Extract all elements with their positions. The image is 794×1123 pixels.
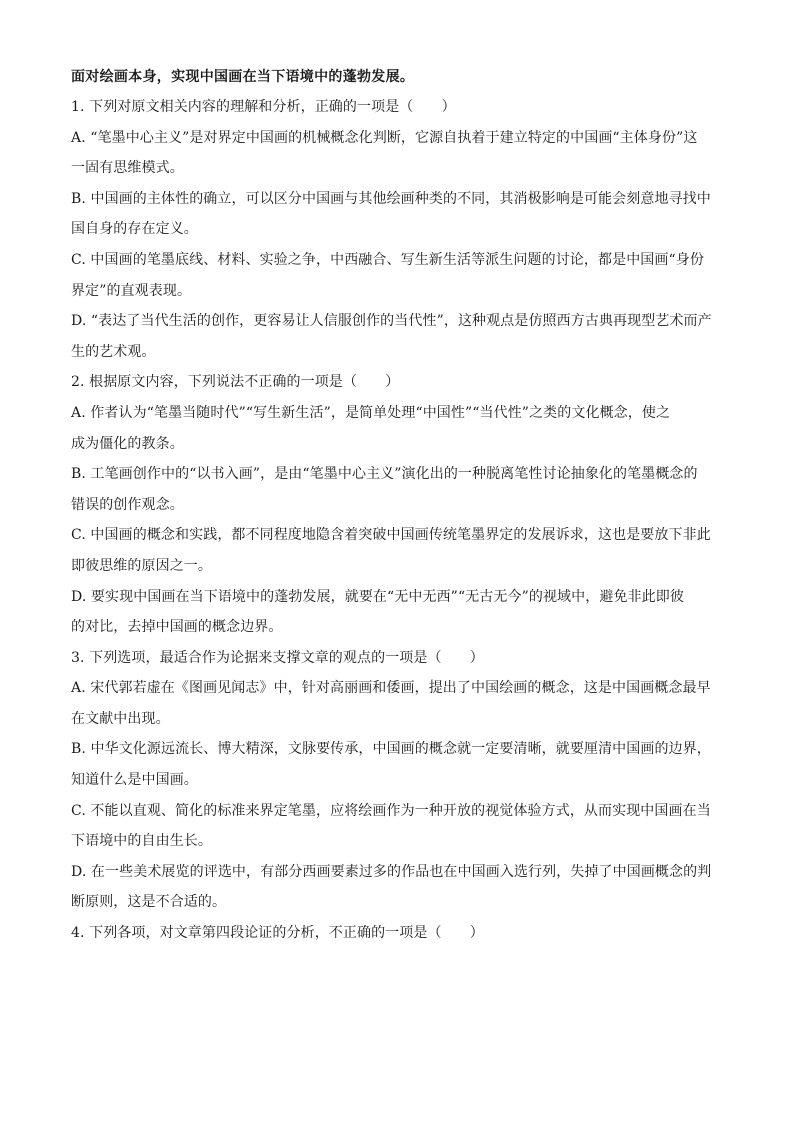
option-b: B. 中国画的主体性的确立，可以区分中国画与其他绘画种类的不同，其消极影响是可能会刻意地寻找中 国自身的存在定义。: [71, 190, 711, 238]
document-page: [71, 62, 723, 949]
question-stem: 2. 根据原文内容，下列说法不正确的一项是（ ）: [71, 374, 400, 391]
question-2: [71, 367, 723, 642]
question-4: [71, 918, 723, 949]
option-c: C. 中国画的笔墨底线、材料、实验之争，中西融合、写生新生活等派生问题的讨论，都是中国画“身份 界定”的直观表现。: [71, 251, 704, 299]
option-b: B. 中华文化源远流长、博大精深，文脉要传承，中国画的概念就一定要清晰，就要厘清中国画的边界， 知道什么是中国画。: [71, 741, 711, 789]
option-c: C. 中国画的概念和实践，都不同程度地隐含着突破中国画传统笔墨界定的发展诉求，这也是要放下非此 即彼思维的原因之一。: [71, 527, 711, 574]
option-b: B. 工笔画创作中的“以书入画”，是由“笔墨中心主义”演化出的一种脱离笔性讨论抽象化的笔墨概念的 错误的创作观念。: [71, 466, 698, 513]
lead-paragraph: 面对绘画本身，实现中国画在当下语境中的蓬勃发展。: [71, 69, 415, 85]
option-d: D. 要实现中国画在当下语境中的蓬勃发展，就要在“无中无西”“无古无今”的视域中，避免非此即彼 的对比，去掉中国画的概念边界。: [71, 588, 684, 636]
question-1: [71, 92, 723, 367]
option-d: D. 在一些美术展览的评选中，有部分西画要素过多的作品也在中国画入选行列，失掉了中国画概念的判 断原则，这是不合适的。: [71, 863, 712, 911]
question-3: [71, 643, 723, 918]
option-a: A. 宋代郭若虚在《图画见闻志》中，针对高丽画和倭画，提出了中国绘画的概念，这是中国画概念最早 在文献中出现。: [71, 680, 711, 727]
question-stem: 1. 下列对原文相关内容的理解和分析，正确的一项是（ ）: [71, 99, 456, 115]
option-a: A. “笔墨中心主义”是对界定中国画的机械概念化判断，它源自执着于建立特定的中国画“主体身份”这 一固有思维模式。: [71, 129, 698, 177]
option-d: D. “表达了当代生活的创作，更容易让人信服创作的当代性”，这种观点是仿照西方古典再现型艺术而产 生的艺术观。: [71, 313, 712, 360]
option-a: A. 作者认为“笔墨当随时代”“写生新生活”，是简单处理“中国性”“当代性”之类的文化概念，使之 成为僵化的教条。: [71, 404, 671, 452]
option-c: C. 不能以直观、简化的标准来界定笔墨，应将绘画作为一种开放的视觉体验方式，从而实现中国画在当 下语境中的自由生长。: [71, 802, 711, 850]
question-stem: 4. 下列各项，对文章第四段论证的分析，不正确的一项是（ ）: [71, 925, 484, 942]
question-stem: 3. 下列选项，最适合作为论据来支撑文章的观点的一项是（ ）: [71, 649, 484, 666]
